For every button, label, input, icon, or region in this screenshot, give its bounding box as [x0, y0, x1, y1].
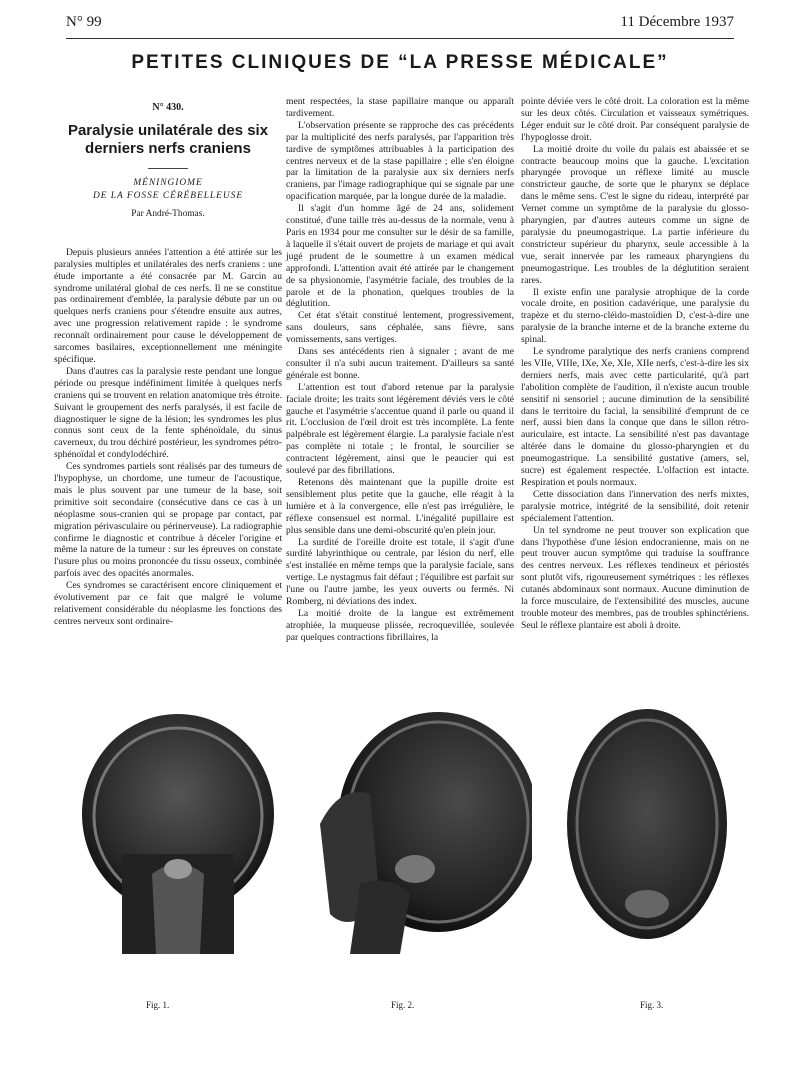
article-number: N° 430. — [152, 102, 184, 113]
paragraph: L'observation présente se rapproche des cas précédents par la multiplicité des nerfs paralysés, par l'apparition très tardive de symptômes attribuables à la participation des centres nerveux et de la stase papillaire ; elle s'en éloigne par la limitation de la paralysie aux six derniers nerfs craniens, par l'image radiographique qui se signale par une opacification marquée, par la longue durée de la maladie. — [286, 119, 514, 203]
header-rule — [66, 38, 734, 39]
issue-number: N° 99 — [66, 14, 102, 30]
paragraph: L'attention est tout d'abord retenue par la paralysie faciale droite; les traits sont légèrement déviés vers le côté gauche et l'asymétrie s'accentue quand il parle ou quand il rit. L'occlusion de l'œil droit est très incomplète. La fente palpébrale est légèrement élargie. La paralysie faciale n'est pas complète ni totale ; le frontal, le sourcilier se contractent légèrement, ainsi que le peaucier qui est soulevé par des fibrillations. — [286, 381, 514, 477]
title-rule — [148, 168, 188, 169]
paragraph: Ces syndromes se caractérisent encore cliniquement et évolutivement par ce fait que malgré le volume relativement considérable du néoplasme les fonctions des centres nerveux sont ordinaire- — [54, 580, 282, 627]
paragraph: La moitié droite du voile du palais est abaissée et se contracte beaucoup moins que la gauche. L'excitation pharyngée provoque un réflexe limité au muscle constricteur gauche, de sorte que le pharynx se déplace dans le même sens. C'est le signe du rideau, interprété par Vernet comme un symptôme de la paralysie du glosso-pharyngien, par d'autres auteurs comme un signe de paralysie du pneumogastrique. La partie inférieure du constricteur supérieur du pharynx, seule accessible à la vue, serait innervée par les rameaux pharyngiens du pneumogastrique. Les troubles de la déglutition seraient rares. — [521, 143, 749, 286]
article-title: Paralysie unilatérale des six derniers nerfs craniens — [67, 121, 269, 157]
paragraph: Ces syndromes partiels sont réalisés par des tumeurs de l'hypophyse, un chordome, une tumeur de l'acoustique, mais le plus souvent par une tumeur de la base, soit primitive soit secondaire (consécutive dans ce cas à un néoplasme sous-cranien qui se propage par contact, par migration périvasculaire ou périnerveuse). La radiographie confirme le diagnostic et contribue à déceler l'origine et même la nature de la tumeur : sur les épreuves on constate l'usure plus ou moins prononcée du tissu osseux, combinée parfois avec des opacités anormales. — [54, 461, 282, 580]
issue-date: 11 Décembre 1937 — [620, 14, 734, 30]
figure-caption-3: Fig. 3. — [640, 1000, 664, 1010]
paragraph: Il existe enfin une paralysie atrophique de la corde vocale droite, en position cadavérique, une paralysie du trapèze et du sterno-cléido-mastoïdien D, c'est-à-dire une paralysie de la branche interne et de la branche externe du spinal. — [521, 286, 749, 346]
paragraph: ment respectées, la stase papillaire manque ou apparaît tardivement. — [286, 96, 514, 119]
paragraph: Dans ses antécédents rien à signaler ; avant de me consulter il n'a subi aucun traitement. D'ailleurs sa santé générale est bonne. — [286, 346, 514, 381]
radiograph-axial — [562, 704, 732, 966]
column-1 — [54, 96, 282, 628]
page-title: PETITES CLINIQUES DE “LA PRESSE MÉDICALE” — [131, 52, 669, 73]
radiograph-figures — [54, 704, 749, 966]
paragraph: Un tel syndrome ne peut trouver son explication que dans l'hypothèse d'une lésion endocranienne, mais on ne peut trouver aucun symptôme qui traduise la souffrance des centres nerveux. Les réflexes tendineux et périostés sont plutôt vifs, rigoureusement symétriques : les réflexes cutanés abdominaux sont normaux. Aucune diminution de la force musculaire, de l'extensibilité des muscles, aucune trouble moteur des membres, pas de troubles sphinctériens. Seul le réflexe plantaire est aboli à droite. — [521, 524, 749, 631]
paragraph: Dans d'autres cas la paralysie reste pendant une longue période ou presque indéfiniment limitée à quelques nerfs craniens qui se trouvent en relation anatomique très étroite. Suivant le groupement des nerfs paralysés, il est facile de diagnostiquer le signe de la lésion; les syndromes les plus connus sont ceux de la fente sphénoïdale, du sinus caverneux, du trou déchiré postérieur, les syndromes pétro-sphénoïdal et condylodéchiré. — [54, 365, 282, 461]
column-3 — [521, 96, 749, 632]
figure-caption-1: Fig. 1. — [146, 1000, 170, 1010]
article-subtitle-2: DE LA FOSSE CÉRÉBELLEUSE — [92, 190, 244, 201]
paragraph: pointe déviée vers le côté droit. La coloration est la même sur les deux côtés. Circulation et vaisseaux symétriques. Léger enduit sur le côté droit. Par conséquent paralysie de l'hypoglosse droit. — [521, 96, 749, 143]
column-2 — [286, 96, 514, 644]
paragraph: Le syndrome paralytique des nerfs craniens comprend les VIIe, VIIIe, IXe, Xe, XIe, XIIe nerfs, c'est-à-dire les six derniers nerfs, mais avec cette particularité, qu'à part l'abolition complète de l'audition, il n'existe aucun trouble sensitif ni sensoriel ; aucune diminution de la sensibilité dans le territoire du facial, la sensibilité d'emprunt de ce nerf, aussi bien dans la conque que dans le sillon rétro-auriculaire, est intacte. La sensibilité n'est pas davantage altérée dans le domaine du glosso-pharyngien et du pneumogastrique. La sensibilité gustative (amers, sel, sucre) est également respectée. L'olfaction est intacte. Respiration et pouls normaux. — [521, 346, 749, 488]
paragraph: Cette dissociation dans l'innervation des nerfs mixtes, paralysie motrice, intégrité de la sensibilité, doit retenir spécialement l'attention. — [521, 488, 749, 524]
figure-caption-2: Fig. 2. — [391, 1000, 415, 1010]
radiograph-frontal — [72, 704, 284, 966]
paragraph: La moitié droite de la langue est extrêmement atrophiée, la muqueuse plissée, recroquevillée, soulevée par quelques contractions fibrillaires, la — [286, 607, 514, 643]
article-author: Par André-Thomas. — [131, 208, 205, 219]
page-header — [66, 14, 734, 36]
article-subtitle-1: MÉNINGIOME — [133, 177, 203, 188]
paragraph: Depuis plusieurs années l'attention a été attirée sur les paralysies multiples et unilatérales des nerfs craniens : une étude importante a été consacrée par M. Garcin au syndrome unilatéral global de ces nerfs. Il ne se constitue pas ordinairement d'emblée, la paralysie débute par un ou quelques nerfs craniens pour s'étendre ensuite aux autres, avec une progression relativement rapide : le syndrome reconnaît ordinairement pour cause le développement de sarcomes basilaires, exceptionnellement une méningite spécifique. — [54, 246, 282, 365]
paragraph: Il s'agit d'un homme âgé de 24 ans, solidement constitué, d'une taille très au-dessus de la normale, venu à Paris en 1934 pour me consulter sur le désir de sa famille, à laquelle il s'était ouvert de projets de mariage et qui avait jugé prudent de le soumettre à un examen médical approfondi. L'attention avait été attirée par le changement de sa physionomie, l'asymétrie faciale, des troubles de la parole et de la phonation, quelques troubles de la déglutition. — [286, 203, 514, 310]
paragraph: La surdité de l'oreille droite est totale, il s'agit d'une surdité labyrinthique ou centrale, par lésion du nerf, elle s'est installée en même temps que la paralysie faciale, sans vertige. Le nystagmus fait défaut ; l'équilibre est parfait sur l'une ou l'autre jambe, les yeux ouverts ou fermés. Ni Romberg, ni déviations des index. — [286, 536, 514, 608]
paragraph: Retenons dès maintenant que la pupille droite est sensiblement plus petite que la gauche, elle réagit à la lumière et à la convergence, elle n'est pas irrégulière, le réflexe consensuel est normal. L'inégalité pupillaire est plus sensible dans une demi-obscurité qu'en plein jour. — [286, 477, 514, 536]
radiograph-lateral — [300, 704, 532, 966]
paragraph: Cet état s'était constitué lentement, progressivement, sans douleurs, sans céphalée, sans fièvre, sans vomissements, sans vertiges. — [286, 310, 514, 346]
